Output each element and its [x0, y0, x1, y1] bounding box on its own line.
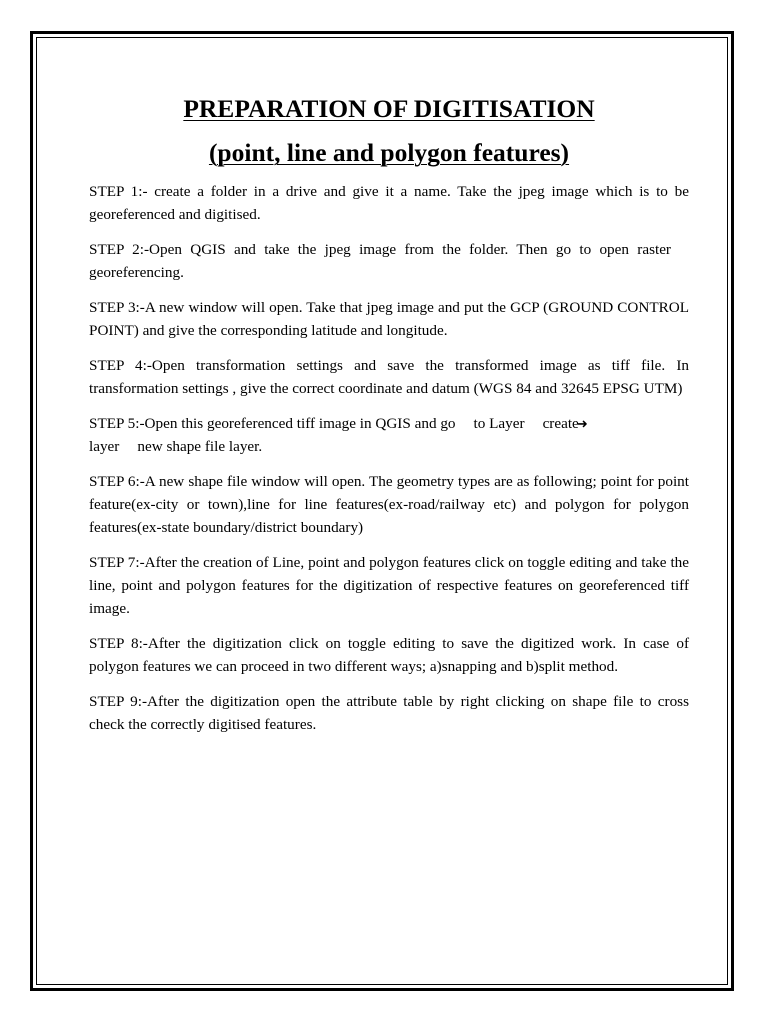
step-5 [89, 412, 689, 458]
step-2-text-b: georeferencing. [89, 264, 184, 281]
step-7: STEP 7:-After the creation of Line, point and polygon features click on toggle editing and take the line, point and polygon features for the digitization of respective features on georeferenced tiff image. [89, 554, 689, 617]
step-2 [89, 238, 689, 284]
step-9: STEP 9:-After the digitization open the attribute table by right clicking on shape file to cross check the correctly digitised features. [89, 693, 689, 733]
arrow-icon: ➜ [576, 416, 588, 431]
step-3: STEP 3:-A new window will open. Take that jpeg image and put the GCP (GROUND CONTROL POINT) and give the corresponding latitude and longitude. [89, 299, 689, 339]
step-2-text-a: STEP 2:-Open QGIS and take the jpeg image from the folder. Then go to open raster [89, 241, 671, 258]
step-5-text-d: layer [89, 438, 120, 455]
document-title: PREPARATION OF DIGITISATION [183, 94, 595, 123]
step-4: STEP 4:-Open transformation settings and save the transformed image as tiff file. In transformation settings , give the correct coordinate and datum (WGS 84 and 32645 EPSG UTM) [89, 357, 689, 397]
step-8: STEP 8:-After the digitization click on toggle editing to save the digitized work. In case of polygon features we can proceed in two different ways; a)snapping and b)split method. [89, 635, 689, 675]
step-6: STEP 6:-A new shape file window will open. The geometry types are as following; point for point feature(ex-city or town),line for line features(ex-road/railway etc) and polygon for polygon features(ex-state boundary/district boundary) [89, 473, 689, 536]
step-1: STEP 1:- create a folder in a drive and give it a name. Take the jpeg image which is to be georeferenced and digitised. [89, 183, 689, 223]
document-subtitle: (point, line and polygon features) [208, 138, 570, 167]
step-5-text-e: new shape file layer. [137, 438, 263, 455]
step-5-text-b: to Layer [473, 415, 525, 432]
document-content [89, 92, 689, 748]
step-5-text-a: STEP 5:-Open this georeferenced tiff image in QGIS and go [89, 415, 456, 432]
steps-list [89, 180, 689, 736]
step-5-text-c: create [542, 415, 579, 432]
